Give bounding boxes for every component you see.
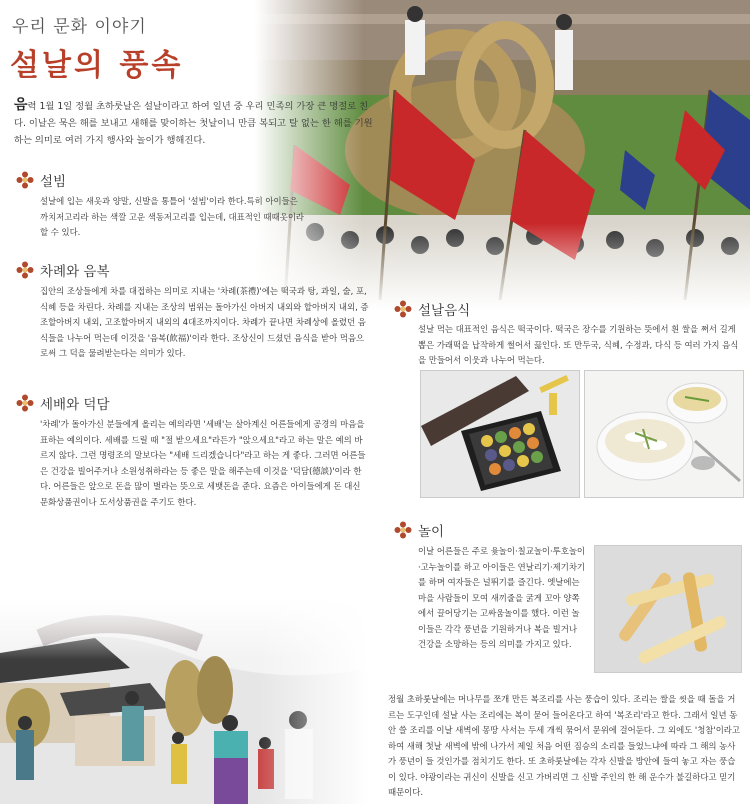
section-heading-food xyxy=(394,299,470,319)
section-title: 세배와 덕담 xyxy=(40,397,110,413)
intro-paragraph xyxy=(14,97,374,149)
section-title: 차례와 음복 xyxy=(40,264,110,280)
flower-icon xyxy=(394,300,412,318)
section-body-seolbim: 설날에 입는 새옷과 양말, 신발을 통틀어 '설빔'이라 한다.특히 아이들은 까치저고리라 하는 색깔 고운 색동저고리를 입는데, 대표적인 때때옷이라 할 수 있다. xyxy=(40,196,305,237)
section-heading-nori xyxy=(394,520,444,540)
page-title: 설날의 풍속 xyxy=(10,48,184,83)
flower-icon xyxy=(394,521,412,539)
series-kicker: 우리 문화 이야기 xyxy=(12,17,147,37)
bokjori-paragraph: 정월 초하룻날에는 머나무를 쪼개 만든 복조리를 사는 풍습이 있다. 조리는 쌀을 씻을 때 돌을 거르는 도구인데 설날 사는 조리에는 복이 묻어 들어온다고 하여 '복조리'라고 한다. 그래서 일년 동안 쓸 조리를 이날 새벽에 몽땅 사서는 두세 개씩 묶어서 문위에 걸어둔다. 그 외에도 '청참'이라고 하여 새해 첫날 새벽에 밖에 나가서 제일 처음 어떤 짐승의 소리를 들었느냐에 따라 그 해의 농사가 풍년이 들 것인가를 점치기도 한다. 또 초하룻날에는 각자 신발을 방안에 들여 놓고 자는 풍습이 있다. 야광이라는 귀신이 신발을 신고 가버리면 그 신발 주인의 한 해 운수가 불길하다고 믿기 때문이다. xyxy=(388,694,740,797)
village-scene-photo xyxy=(0,598,370,804)
section-body-nori: 이날 어른들은 주로 윷놀이·칠교놀이·투호놀이·고누놀이를 하고 아이들은 연날리기·제기차기를 하며 여자들은 널뛰기를 즐긴다. 엣날에는 마을 사람들이 모여 새끼줄을 굵게 꼬아 양쪽에서 끌어당기는 고싸움놀이를 했다. 이런 놀이들은 각각 풍년을 기원하거나 복을 빌거나 건강을 소망하는 등의 의미를 가지고 있다. xyxy=(418,546,586,649)
flower-icon xyxy=(16,171,34,189)
section-heading-charye xyxy=(16,260,110,280)
rice-cake-soup-photo xyxy=(584,370,744,498)
section-body-charye: 집안의 조상들에게 차를 대접하는 의미로 지내는 '차례(茶禮)'에는 떡국과 탕, 과일, 술, 포, 식혜 등을 차린다. 차례를 지내는 조상의 범위는 돌아가신 아버지 내외와 할아버지 내외, 증조할아버지 내외, 고조할아버지 내외의 4대조까지이다. 차례가 끝나면 차례상에 올렸던 음식들을 나누어 먹는데 이것을 '음복(飮福)'이라 한다. 조상신이 드셨던 음식을 받아 먹음으로써 그 덕을 물려받는다는 의미가 있다. xyxy=(40,286,369,358)
intro-text: 력 1월 1일 정월 초하룻날은 설날이라고 하여 일년 중 우리 민족의 가장 큰 명절로 친다. 이날은 묵은 해를 보내고 새해를 맞이하는 첫날이니 만큼 복되고 탈 없는 한 해를 기원하는 의미로 여러 가지 행사와 놀이가 행해진다. xyxy=(14,101,373,146)
section-heading-sebae xyxy=(16,393,110,413)
intro-drop-cap: 음 xyxy=(14,97,28,113)
yut-sticks-photo xyxy=(594,545,742,673)
section-title: 설빔 xyxy=(40,174,67,190)
rice-cake-photo xyxy=(420,370,580,498)
flower-icon xyxy=(16,394,34,412)
flower-icon xyxy=(16,261,34,279)
festival-photo xyxy=(255,0,750,310)
section-title: 설날음식 xyxy=(418,303,471,319)
section-heading-seolbim xyxy=(16,170,66,190)
section-body-sebae: '차례'가 돌아가신 분들에게 올리는 예의라면 '세배'는 살아계신 어른들에게 공경의 마음을 표하는 예의이다. 세배를 드릴 때 "절 받으세요"라든가 "앉으세요"라고 하는 말은 예의 바르지 않다. 그런 명령조의 말보다는 "세배 드리겠습니다"라고 하는 게 좋다. 그러면 어른들은 건강을 빌어주거나 소원성취하라는 등 좋은 말을 해주는데 이것을 '덕담(德談)'이라 한다. 어른들은 앞으로 돈을 많이 벌라는 뜻으로 세뱃돈을 준다. 요즘은 아이들에게 돈 대신 문화상품권이나 도서상품권을 주기도 한다. xyxy=(40,419,366,507)
section-title: 놀이 xyxy=(418,524,445,540)
section-body-food: 설날 먹는 대표적인 음식은 떡국이다. 떡국은 장수를 기원하는 뜻에서 흰 쌀을 쪄서 길게 뽑은 가래떡을 납작하게 썰어서 끓인다. 또 만두국, 식혜, 수정과, 다식 등 여러 가지 음식을 만들어서 이웃과 나누어 먹는다. xyxy=(418,324,739,365)
